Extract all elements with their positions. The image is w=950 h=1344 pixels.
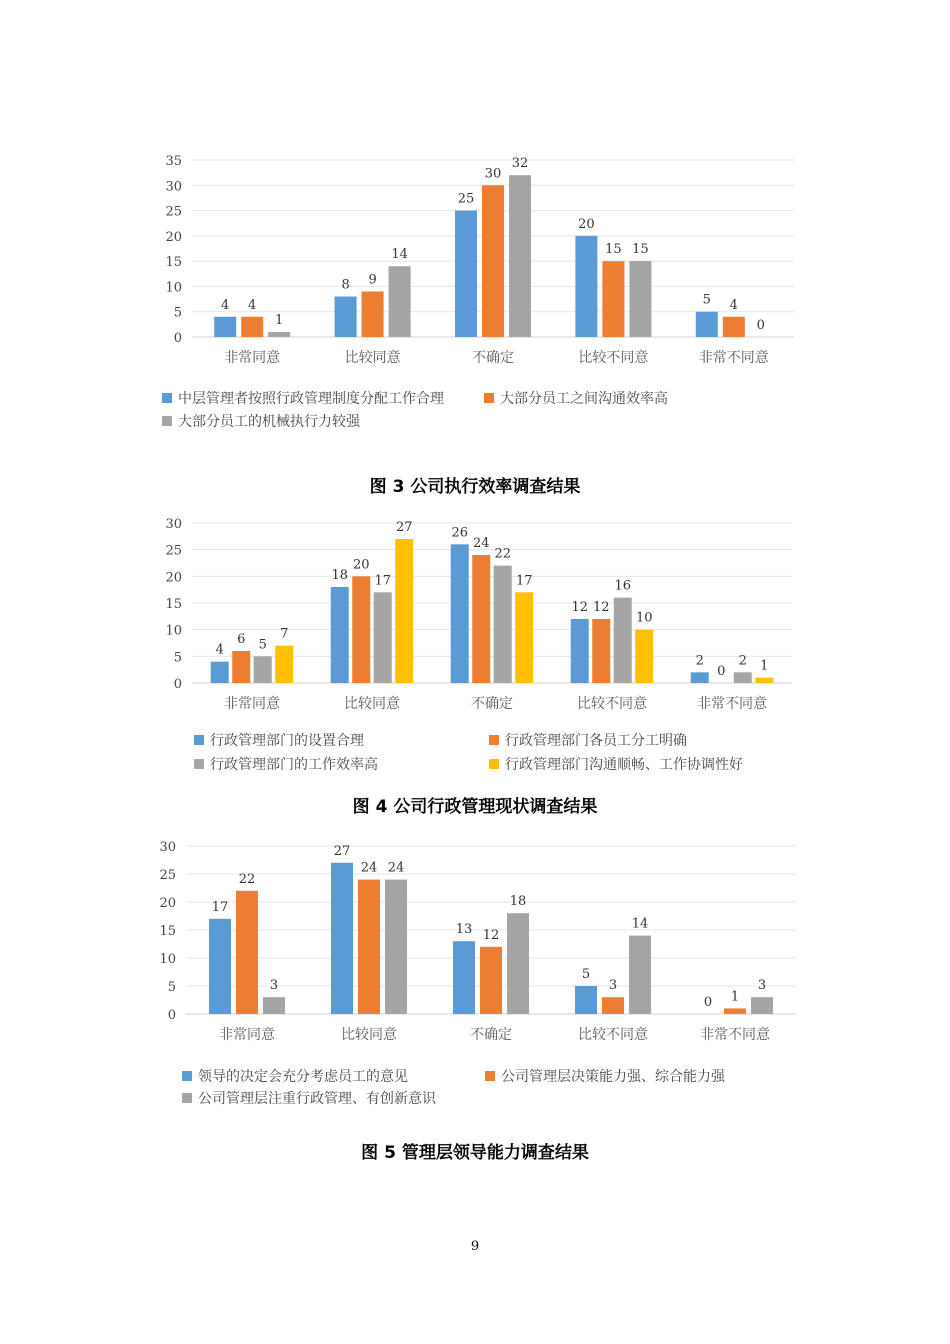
y-tick-label: 0 bbox=[173, 331, 182, 346]
data-label: 25 bbox=[457, 191, 475, 207]
data-label: 4 bbox=[215, 642, 224, 658]
y-tick-label: 15 bbox=[165, 597, 182, 612]
data-label: 16 bbox=[614, 578, 632, 594]
y-tick-label: 30 bbox=[159, 840, 176, 855]
bar bbox=[575, 986, 597, 1014]
bar bbox=[629, 936, 651, 1014]
x-tick-label: 不确定 bbox=[472, 350, 514, 366]
data-label: 30 bbox=[484, 166, 502, 182]
data-label: 4 bbox=[221, 297, 230, 313]
legend-label: 大部分员工之间沟通效率高 bbox=[500, 391, 668, 407]
y-tick-label: 10 bbox=[165, 623, 182, 639]
data-label: 2 bbox=[738, 653, 747, 669]
y-tick-label: 25 bbox=[165, 204, 182, 220]
data-label: 18 bbox=[331, 568, 349, 583]
data-label: 32 bbox=[511, 156, 529, 172]
data-label: 24 bbox=[387, 860, 405, 876]
data-label: 7 bbox=[280, 626, 289, 642]
data-label: 1 bbox=[275, 312, 284, 328]
data-label: 8 bbox=[341, 277, 350, 293]
x-tick-label: 比较不同意 bbox=[577, 696, 647, 712]
bar bbox=[331, 863, 353, 1014]
y-tick-label: 20 bbox=[165, 570, 182, 586]
y-tick-label: 15 bbox=[165, 255, 182, 271]
y-tick-label: 20 bbox=[159, 896, 176, 911]
bar bbox=[209, 919, 231, 1014]
page-number: 9 bbox=[470, 1239, 480, 1254]
data-label: 17 bbox=[515, 573, 533, 589]
data-label: 5 bbox=[581, 967, 591, 982]
chart-1-caption: 图 3 公司执行效率调查结果 bbox=[369, 477, 581, 497]
legend-item bbox=[182, 1088, 436, 1108]
data-label: 12 bbox=[592, 600, 610, 615]
legend-item bbox=[485, 1066, 725, 1086]
data-label: 17 bbox=[211, 899, 229, 915]
legend-label: 领导的决定会充分考虑员工的意见 bbox=[198, 1069, 408, 1085]
data-label: 14 bbox=[391, 247, 408, 263]
bar bbox=[480, 947, 502, 1014]
data-label: 12 bbox=[571, 600, 589, 615]
legend-swatch bbox=[182, 1071, 192, 1081]
legend-label: 行政管理部门沟通顺畅、工作协调性好 bbox=[505, 757, 743, 773]
x-tick-label: 非常同意 bbox=[224, 350, 281, 366]
data-label: 15 bbox=[632, 242, 649, 258]
legend-swatch bbox=[182, 1093, 192, 1103]
y-tick-label: 5 bbox=[173, 650, 182, 666]
x-tick-label: 比较同意 bbox=[344, 350, 401, 366]
data-label: 12 bbox=[482, 927, 500, 943]
y-tick-label: 30 bbox=[165, 179, 182, 195]
legend-label: 中层管理者按照行政管理制度分配工作合理 bbox=[178, 391, 444, 407]
y-tick-label: 10 bbox=[165, 280, 182, 296]
data-label: 14 bbox=[631, 916, 649, 932]
data-label: 10 bbox=[635, 610, 653, 626]
data-label: 17 bbox=[374, 573, 392, 589]
y-tick-label: 0 bbox=[167, 1008, 176, 1023]
y-tick-label: 35 bbox=[165, 154, 182, 169]
chart-3-caption: 图 5 管理层领导能力调查结果 bbox=[361, 1143, 589, 1163]
data-label: 18 bbox=[509, 894, 527, 910]
data-label: 3 bbox=[269, 978, 279, 994]
legend-item bbox=[182, 1066, 408, 1086]
bar bbox=[263, 997, 285, 1014]
x-tick-label: 非常不同意 bbox=[700, 1027, 770, 1043]
x-tick-label: 比较不同意 bbox=[578, 1027, 648, 1043]
y-tick-label: 5 bbox=[173, 305, 182, 321]
data-label: 5 bbox=[702, 292, 711, 308]
x-tick-label: 比较同意 bbox=[344, 696, 400, 712]
data-label: 3 bbox=[608, 978, 618, 994]
bar bbox=[236, 891, 258, 1014]
legend-label: 行政管理部门的工作效率高 bbox=[210, 757, 378, 773]
data-label: 24 bbox=[472, 536, 490, 551]
legend-label: 公司管理层决策能力强、综合能力强 bbox=[501, 1069, 725, 1085]
legend-label: 公司管理层注重行政管理、有创新意识 bbox=[198, 1091, 436, 1107]
x-tick-label: 非常不同意 bbox=[697, 696, 767, 712]
data-label: 9 bbox=[368, 272, 377, 288]
legend-label: 行政管理部门的设置合理 bbox=[210, 733, 364, 749]
chart-2-caption: 图 4 公司行政管理现状调查结果 bbox=[352, 797, 598, 817]
data-label: 13 bbox=[455, 922, 473, 938]
y-tick-label: 25 bbox=[159, 868, 176, 883]
legend-swatch bbox=[485, 1071, 495, 1081]
data-label: 4 bbox=[248, 297, 257, 313]
bar bbox=[507, 913, 529, 1014]
x-tick-label: 非常不同意 bbox=[698, 350, 769, 366]
y-tick-label: 0 bbox=[173, 677, 182, 692]
data-label: 0 bbox=[756, 318, 765, 333]
x-tick-label: 不确定 bbox=[471, 696, 513, 712]
x-tick-label: 非常同意 bbox=[224, 696, 280, 712]
y-tick-label: 15 bbox=[159, 924, 176, 939]
bar bbox=[751, 997, 773, 1014]
data-label: 20 bbox=[578, 216, 595, 232]
data-label: 20 bbox=[352, 557, 370, 573]
y-tick-label: 10 bbox=[159, 952, 176, 967]
data-label: 0 bbox=[717, 664, 726, 679]
data-label: 22 bbox=[238, 871, 256, 887]
data-label: 1 bbox=[760, 658, 769, 674]
legend-label: 行政管理部门各员工分工明确 bbox=[505, 733, 687, 749]
data-label: 27 bbox=[333, 843, 351, 859]
data-label: 5 bbox=[258, 637, 267, 653]
data-label: 2 bbox=[695, 653, 704, 669]
x-tick-label: 比较不同意 bbox=[578, 350, 649, 366]
x-tick-label: 不确定 bbox=[470, 1027, 512, 1043]
y-tick-label: 30 bbox=[165, 517, 182, 532]
data-label: 1 bbox=[730, 989, 740, 1005]
data-label: 6 bbox=[237, 632, 246, 647]
x-tick-label: 非常同意 bbox=[219, 1027, 275, 1043]
y-tick-label: 25 bbox=[165, 543, 182, 559]
data-label: 22 bbox=[494, 546, 512, 562]
data-label: 26 bbox=[451, 525, 469, 541]
data-label: 27 bbox=[395, 520, 413, 535]
x-tick-label: 比较同意 bbox=[341, 1027, 397, 1043]
bar bbox=[724, 1008, 746, 1014]
bar bbox=[453, 941, 475, 1014]
data-label: 4 bbox=[729, 297, 738, 313]
bar bbox=[385, 880, 407, 1014]
y-tick-label: 20 bbox=[165, 229, 182, 245]
data-label: 3 bbox=[757, 978, 767, 994]
chart-3-legend bbox=[0, 1066, 950, 1110]
y-tick-label: 5 bbox=[167, 980, 176, 995]
legend-label: 大部分员工的机械执行力较强 bbox=[178, 414, 360, 430]
data-label: 0 bbox=[703, 995, 713, 1010]
data-label: 15 bbox=[605, 242, 622, 258]
data-label: 24 bbox=[360, 860, 378, 876]
bar bbox=[358, 880, 380, 1014]
bar bbox=[602, 997, 624, 1014]
